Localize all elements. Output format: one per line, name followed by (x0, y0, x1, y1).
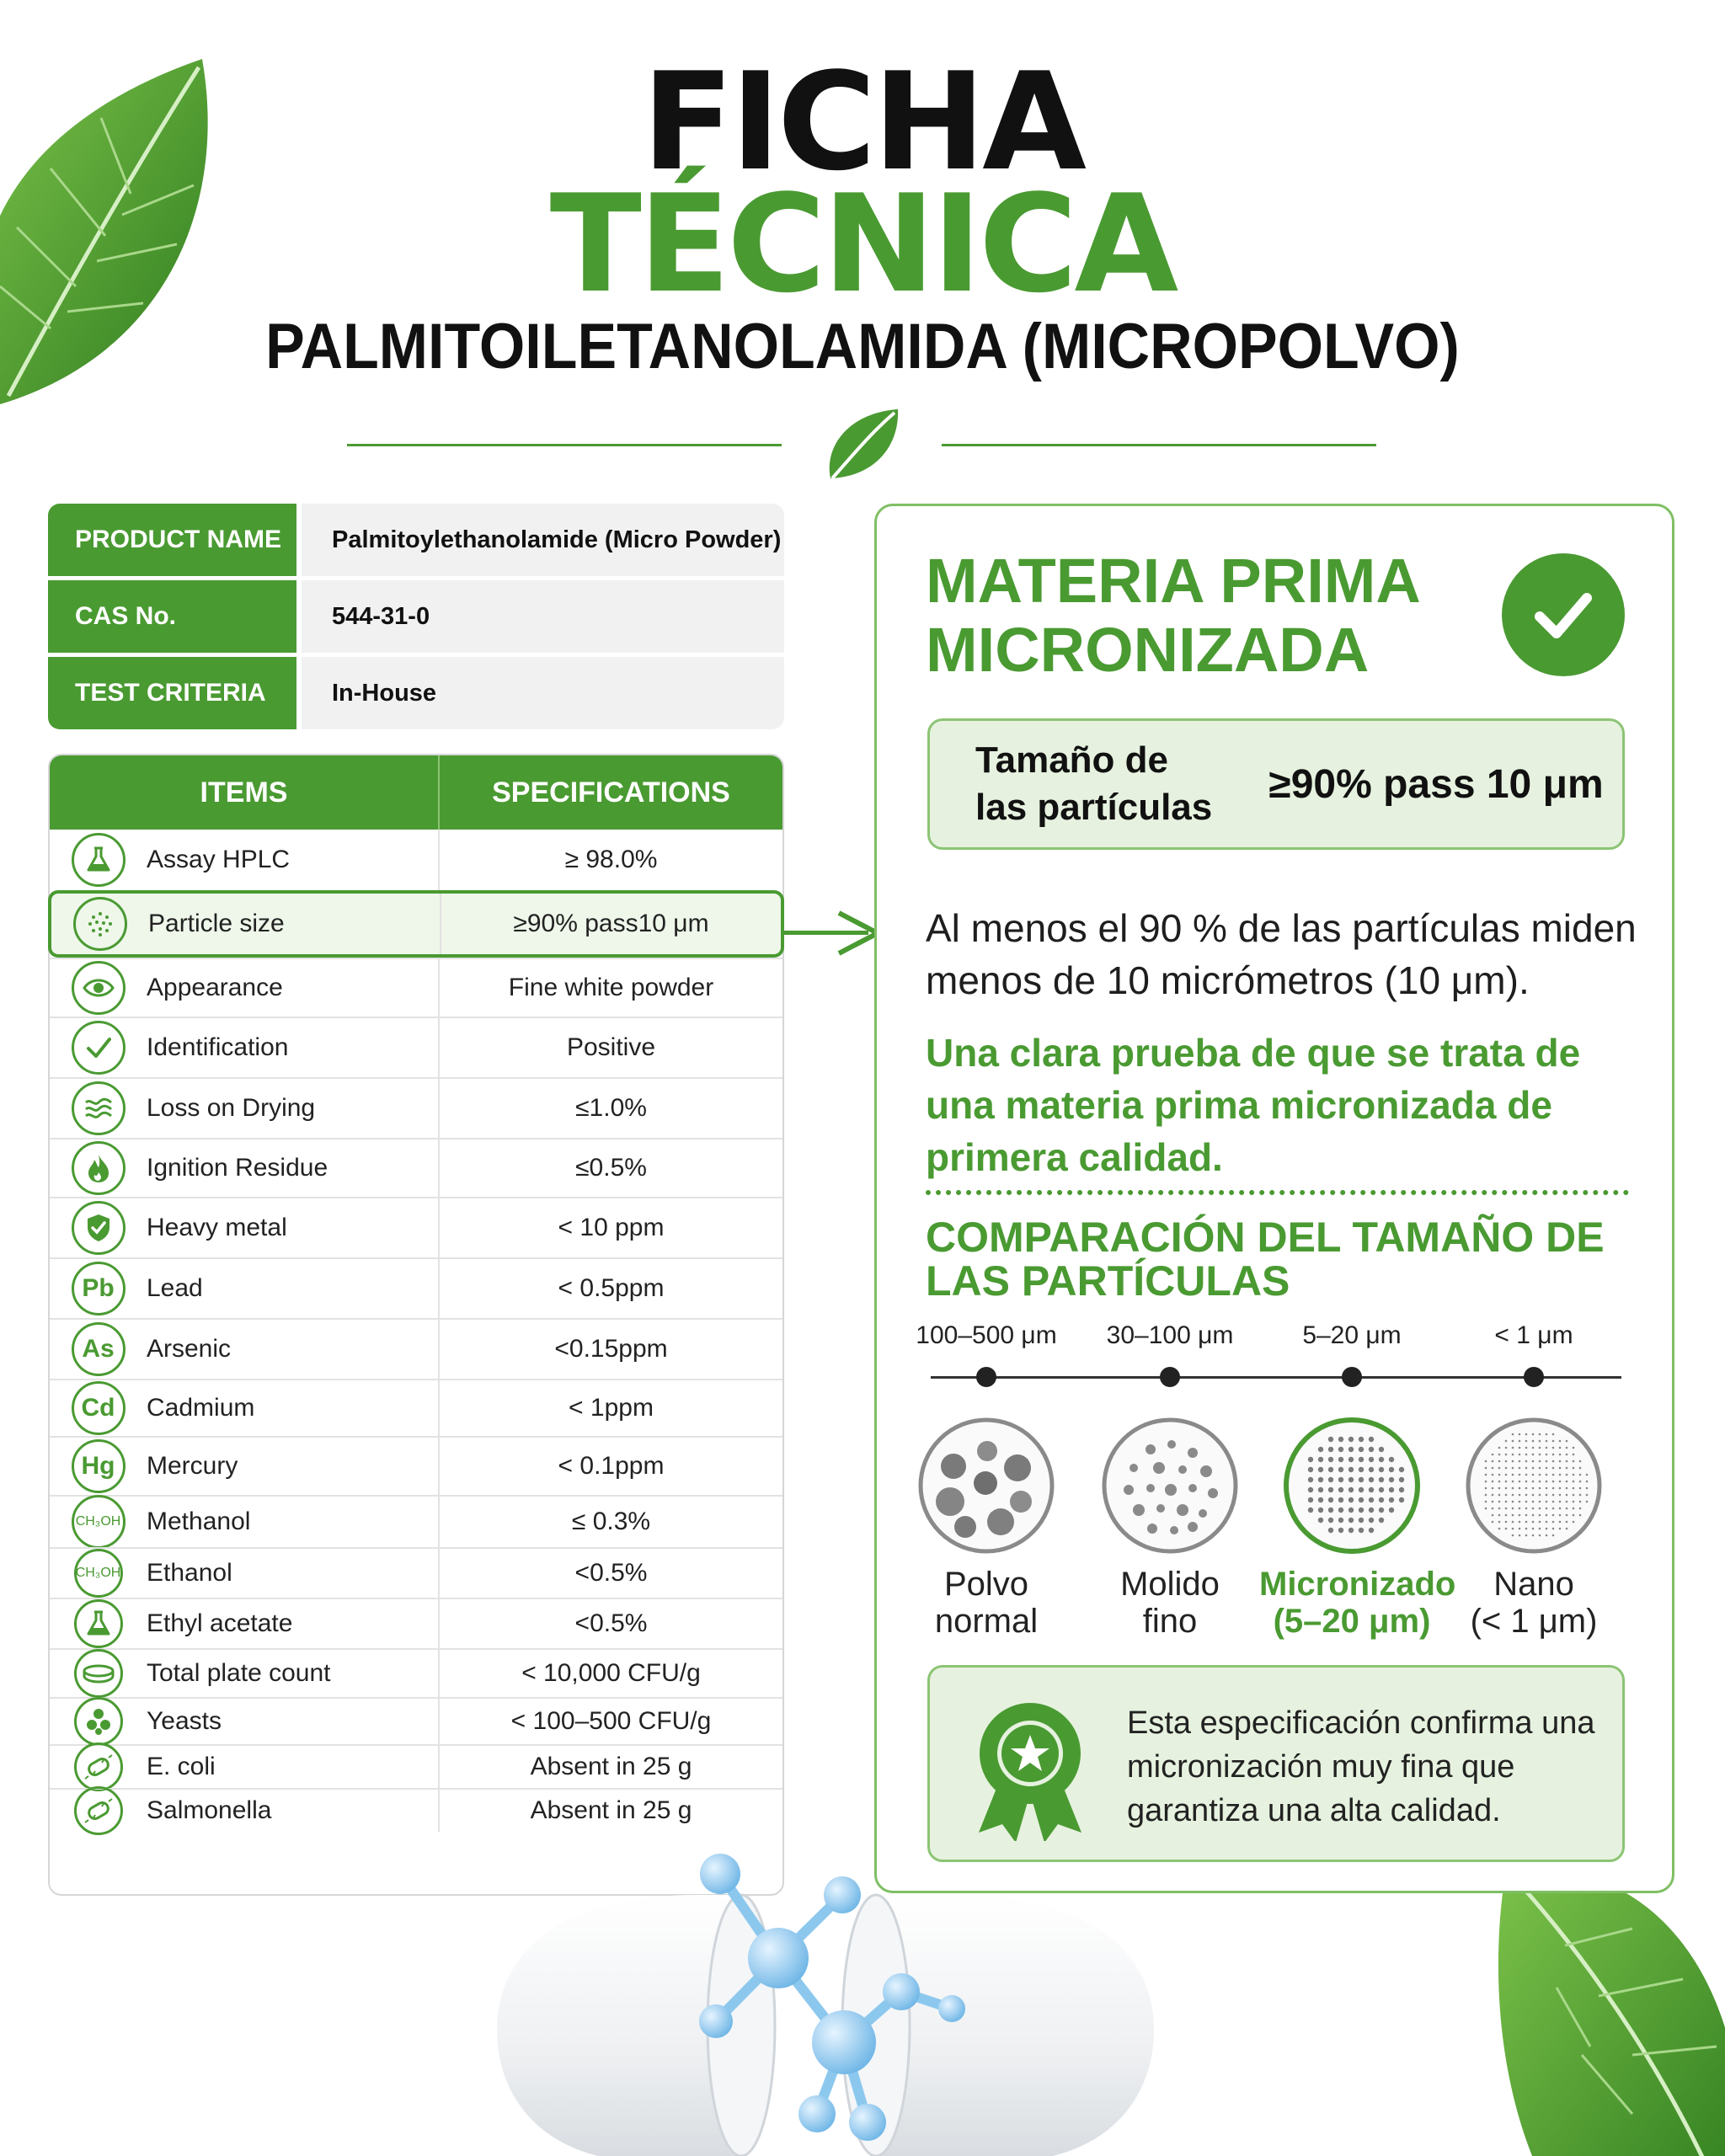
title-tecnica: TÉCNICA (549, 165, 1176, 323)
micronized-panel (874, 504, 1674, 1893)
spec-icon-cell (51, 894, 148, 954)
spec-icon-cell (50, 1746, 147, 1788)
spec-value: < 10 ppm (558, 1214, 665, 1241)
spec-value: ≤1.0% (575, 1094, 647, 1122)
spec-item-name: Yeasts (147, 1699, 440, 1744)
particle-type-label-line2: normal (934, 1603, 1039, 1640)
particle-size-label (930, 737, 1250, 831)
spec-value: ≤ 0.3% (571, 1508, 651, 1535)
spec-row (50, 1197, 782, 1257)
flask-icon (74, 1599, 123, 1648)
particle-size-description: Al menos el 90 % de las partículas miden menos de 10 micrómetros (10 μm). (926, 906, 1637, 1002)
spec-row (50, 1598, 782, 1648)
spec-icon-cell (50, 1650, 147, 1697)
spec-item-name: Mercury (147, 1438, 440, 1495)
scale-marker (1524, 1367, 1544, 1387)
spec-row (50, 1697, 782, 1744)
title-ficha: FICHA (642, 43, 1083, 200)
spec-value: Absent in 25 g (530, 1753, 692, 1780)
info-value: Palmitoylethanolamide (Micro Powder) (302, 504, 784, 576)
particles-icon (73, 897, 127, 951)
specifications-table (48, 754, 784, 1896)
scale-marker (1342, 1367, 1362, 1387)
spec-row (50, 1788, 782, 1832)
element-icon (72, 1322, 126, 1376)
spec-value: ≥ 98.0% (564, 846, 658, 873)
fine-ground-particles-icon (1100, 1416, 1240, 1556)
flask-icon (72, 833, 126, 887)
spec-row (50, 1436, 782, 1495)
shield-icon (72, 1201, 126, 1255)
spec-value: < 100–500 CFU/g (510, 1707, 712, 1735)
spec-row (50, 1547, 782, 1598)
divider-line-left (347, 444, 782, 446)
scale-marker (1160, 1367, 1180, 1387)
spec-value: ≤0.5% (575, 1154, 647, 1182)
spec-value: Positive (566, 1033, 656, 1061)
spec-row (50, 1017, 782, 1077)
particle-type-label-line2: (< 1 μm) (1470, 1603, 1598, 1640)
dotted-separator (926, 1190, 1629, 1195)
checkmark-icon (72, 1021, 126, 1075)
flame-icon (72, 1141, 126, 1195)
spec-row (50, 1138, 782, 1197)
spec-item-name: Heavy metal (147, 1198, 440, 1257)
spec-item-name: Loss on Drying (147, 1079, 440, 1138)
spec-icon-cell (50, 1599, 147, 1648)
spec-icon-cell (50, 1259, 147, 1318)
scale-marker (976, 1367, 996, 1387)
spec-icon-cell (50, 1549, 147, 1598)
scale-range-label: 100–500 μm (916, 1321, 1057, 1349)
scale-range-label: 5–20 μm (1302, 1321, 1402, 1349)
waves-icon (72, 1081, 126, 1135)
spec-item-name: Appearance (147, 959, 440, 1017)
panel-title-line1: MATERIA PRIMA (926, 546, 1421, 616)
formula-icon (74, 1549, 123, 1598)
micronized-particles-icon (1282, 1416, 1422, 1556)
spec-value: < 0.1ppm (558, 1452, 665, 1480)
petri-dish-icon (74, 1649, 123, 1698)
spec-value: Fine white powder (508, 974, 714, 1001)
product-subtitle: PALMITOILETANOLAMIDA (MICROPOLVO) (265, 311, 1460, 382)
formula-icon (72, 1495, 126, 1549)
spec-item-name: Total plate count (147, 1650, 440, 1697)
spec-icon-cell (50, 1497, 147, 1547)
scale-range-label: 30–100 μm (1106, 1321, 1234, 1349)
spec-icon-symbol: Hg (81, 1452, 115, 1480)
spec-row (50, 1495, 782, 1547)
particle-type-label-line1: Nano (1493, 1566, 1574, 1603)
normal-powder-particles-icon (916, 1416, 1056, 1556)
spec-icon-symbol: As (82, 1335, 115, 1363)
spec-item-name: Particle size (148, 894, 441, 954)
spec-icon-cell (50, 830, 147, 890)
spec-item-name: Arsenic (147, 1320, 440, 1379)
column-header-items: ITEMS (50, 755, 440, 830)
spec-row (50, 1648, 782, 1697)
particle-size-label-line2: las partículas (975, 787, 1213, 828)
spec-icon-symbol: Cd (81, 1394, 115, 1422)
spec-item-name: Salmonella (147, 1790, 440, 1832)
scale-range-label: < 1 μm (1494, 1321, 1573, 1349)
particle-size-box (927, 718, 1625, 850)
particle-type-label-line1: Molido (1120, 1566, 1220, 1603)
element-icon (72, 1439, 126, 1493)
spec-item-name: Lead (147, 1259, 440, 1318)
award-ribbon-icon (967, 1698, 1093, 1841)
spec-value: < 10,000 CFU/g (521, 1659, 701, 1687)
spec-item-name: E. coli (147, 1746, 440, 1788)
panel-title-line2: MICRONIZADA (926, 615, 1370, 685)
spec-icon-cell (50, 1320, 147, 1379)
spec-icon-cell (50, 1790, 147, 1832)
spec-value: <0.15ppm (554, 1335, 668, 1363)
spec-icon-symbol: Pb (82, 1274, 115, 1302)
particle-size-value: ≥90% pass 10 μm (1268, 761, 1604, 807)
spec-row (50, 958, 782, 1017)
info-value: In-House (302, 657, 784, 729)
spec-icon-symbol: CH₃OH (75, 1566, 121, 1580)
scale-axis-line (931, 1376, 1621, 1379)
info-row-cas (48, 580, 784, 653)
particle-type-label (1077, 1566, 1263, 1640)
spec-icon-cell (50, 1079, 147, 1138)
spec-value: <0.5% (574, 1609, 648, 1637)
spec-row (50, 1257, 782, 1318)
spec-value: <0.5% (574, 1559, 648, 1587)
nano-particles-icon (1464, 1416, 1604, 1556)
info-row-test-criteria (48, 657, 784, 729)
spec-item-name: Methanol (147, 1497, 440, 1547)
quality-note-text: Esta especificación confirma una micronización muy fina que garantiza una alta calidad. (1127, 1705, 1595, 1828)
spec-item-name: Ethyl acetate (147, 1599, 440, 1648)
particle-type-label (894, 1566, 1079, 1640)
spec-icon-cell (50, 1198, 147, 1257)
comparison-title: COMPARACIÓN DEL TAMAÑO DE LAS PARTÍCULAS (926, 1214, 1605, 1305)
particle-type-label-line2: fino (1142, 1603, 1198, 1640)
panel-title (926, 547, 1465, 685)
spec-row (50, 1379, 782, 1436)
yeast-icon (74, 1697, 123, 1746)
particle-type-label-line1: Polvo (943, 1566, 1029, 1603)
spec-item-name: Ethanol (147, 1549, 440, 1598)
spec-icon-cell (50, 1139, 147, 1197)
info-label: CAS No. (48, 580, 296, 653)
particle-type-label (1441, 1566, 1626, 1640)
particle-size-label-line1: Tamaño de (975, 739, 1169, 781)
element-icon (72, 1262, 126, 1315)
info-label: PRODUCT NAME (48, 504, 296, 576)
spec-icon-symbol: CH₃OH (75, 1514, 121, 1529)
leaf-icon (824, 404, 901, 485)
spec-row (50, 830, 782, 890)
spec-icon-cell (50, 1380, 147, 1436)
specifications-header (50, 755, 782, 830)
divider-line-right (942, 444, 1376, 446)
spec-row (50, 1077, 782, 1138)
product-info-table (48, 504, 784, 734)
check-badge-icon (1502, 553, 1625, 676)
spec-value: Absent in 25 g (530, 1796, 692, 1824)
spec-icon-cell (50, 1018, 147, 1077)
spec-value: < 1ppm (569, 1394, 654, 1422)
particle-type-label-active (1259, 1566, 1456, 1640)
spec-row (50, 1318, 782, 1379)
element-icon (72, 1381, 126, 1435)
bacteria-icon (74, 1742, 123, 1791)
spec-item-name: Identification (147, 1018, 440, 1077)
spec-row (50, 1744, 782, 1788)
spec-item-name: Assay HPLC (147, 830, 440, 890)
eye-icon (72, 961, 126, 1015)
spec-icon-cell (50, 959, 147, 1017)
info-value: 544-31-0 (302, 580, 784, 653)
spec-icon-cell (50, 1699, 147, 1744)
particle-type-label-line1: Micronizado (1259, 1566, 1456, 1603)
spec-item-name: Ignition Residue (147, 1139, 440, 1197)
info-row-product-name (48, 504, 784, 576)
spec-value: < 0.5ppm (558, 1274, 665, 1302)
quality-claim: Una clara prueba de que se trata de una materia prima micronizada de primera calidad. (926, 1031, 1581, 1179)
particle-type-label-line2: (5–20 μm) (1273, 1603, 1431, 1640)
capsule-molecule-illustration (497, 1828, 1154, 2156)
column-header-specifications: SPECIFICATIONS (492, 776, 730, 808)
spec-item-name: Cadmium (147, 1380, 440, 1436)
spec-icon-cell (50, 1438, 147, 1495)
spec-row (48, 890, 784, 958)
info-label: TEST CRITERIA (48, 657, 296, 729)
spec-value: ≥90% pass10 μm (513, 910, 709, 937)
bacteria-icon (74, 1786, 123, 1835)
